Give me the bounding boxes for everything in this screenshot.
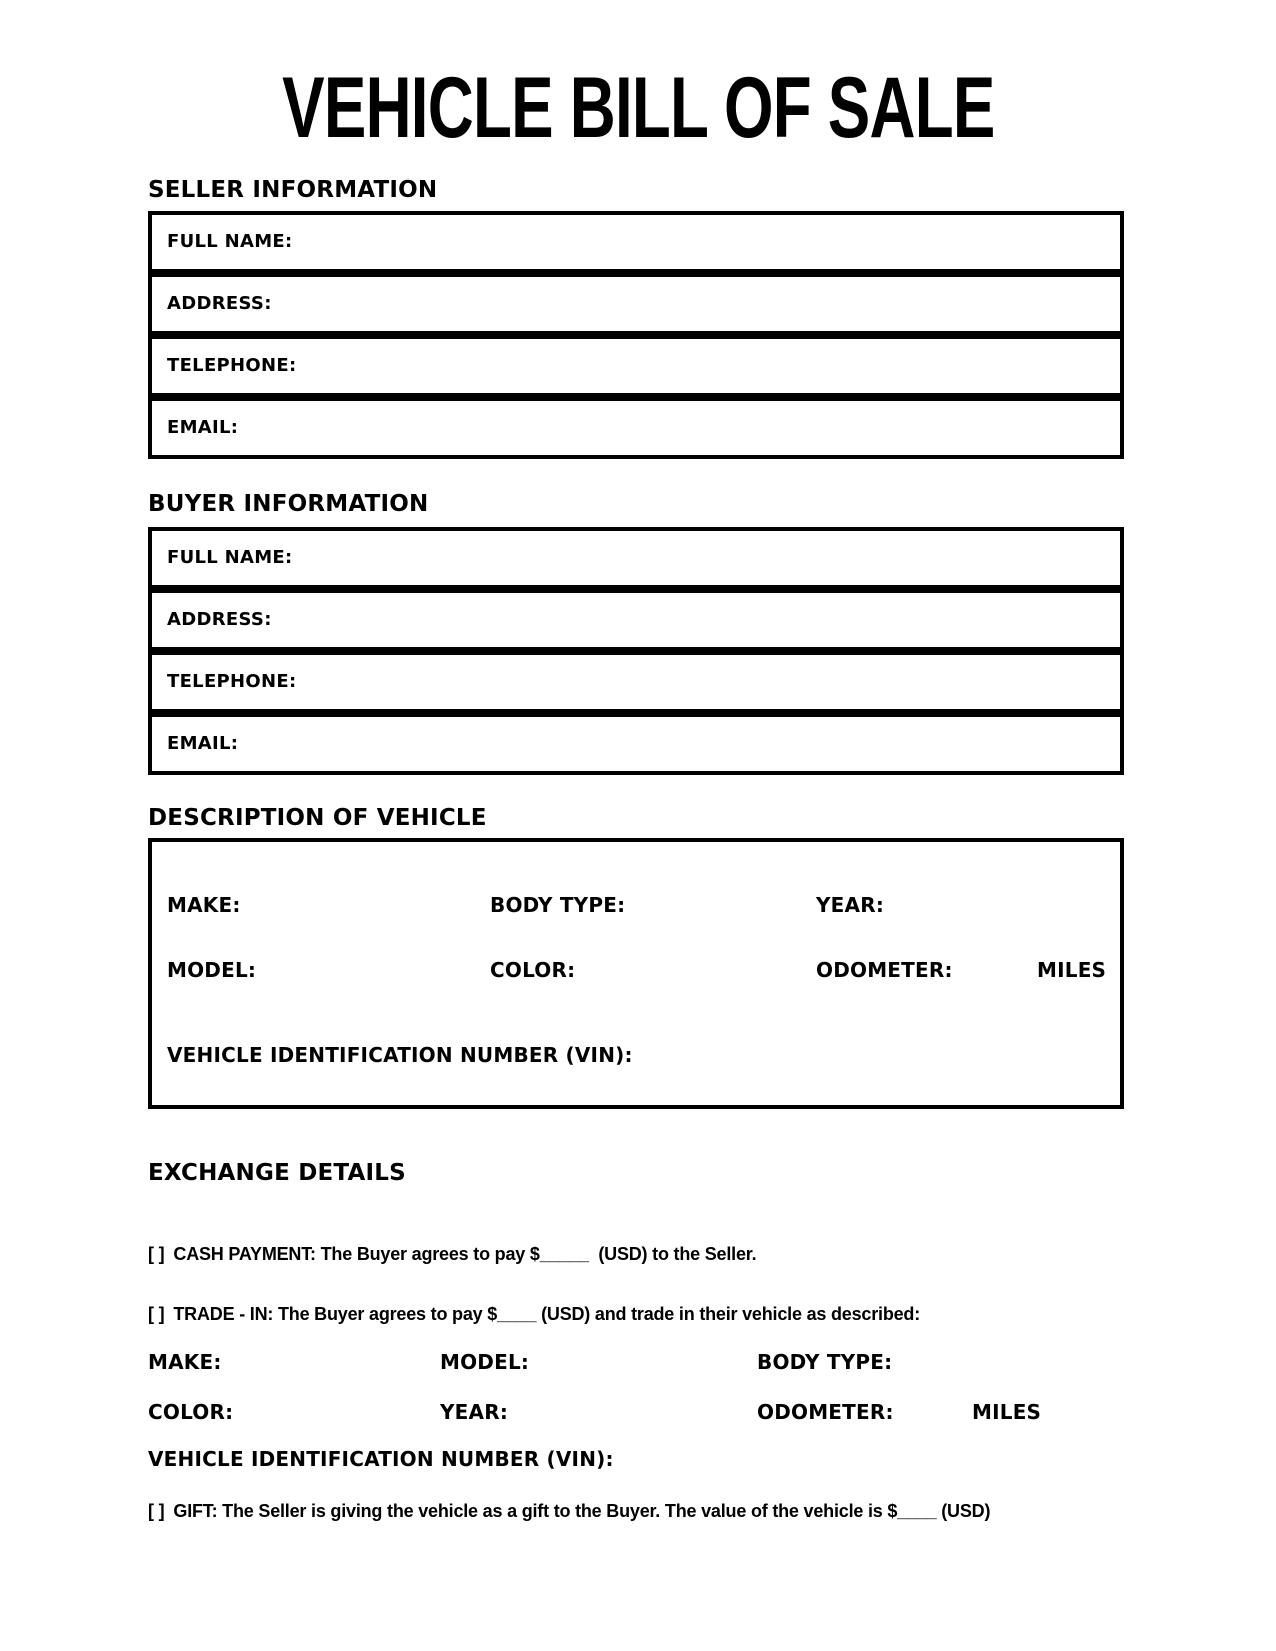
seller-section-heading: SELLER INFORMATION: [148, 177, 438, 203]
trade-in-line: [148, 1302, 920, 1326]
vehicle-year-label: YEAR:: [816, 893, 885, 917]
seller-full-name-row[interactable]: [148, 211, 1124, 273]
seller-address-row[interactable]: [148, 273, 1124, 335]
trade-vin-label: VEHICLE IDENTIFICATION NUMBER (VIN):: [148, 1447, 614, 1471]
vehicle-description-box[interactable]: [148, 838, 1124, 1109]
trade-in-row-1[interactable]: [148, 1350, 1188, 1374]
seller-email-row[interactable]: [148, 397, 1124, 459]
page-title-wrap: [0, 60, 1276, 156]
vehicle-model-label: MODEL:: [167, 958, 257, 982]
buyer-full-name-row[interactable]: [148, 527, 1124, 589]
vehicle-odometer-label: ODOMETER:: [816, 958, 953, 982]
trade-miles-label: MILES: [972, 1400, 1042, 1424]
vehicle-miles-label: MILES: [1037, 958, 1107, 982]
vehicle-make-label: MAKE:: [167, 893, 241, 917]
seller-full-name-label: FULL NAME:: [167, 231, 293, 252]
trade-model-label: MODEL:: [440, 1350, 530, 1374]
vehicle-section-heading: DESCRIPTION OF VEHICLE: [148, 805, 487, 831]
gift-text: GIFT: The Seller is giving the vehicle as a gift to the Buyer. The value of the vehicle is $____ (USD): [173, 1501, 991, 1521]
trade-make-label: MAKE:: [148, 1350, 222, 1374]
buyer-full-name-label: FULL NAME:: [167, 547, 293, 568]
trade-in-text: TRADE - IN: The Buyer agrees to pay $____ (USD) and trade in their vehicle as described:: [173, 1304, 921, 1324]
buyer-section-heading: BUYER INFORMATION: [148, 491, 429, 517]
vehicle-color-label: COLOR:: [490, 958, 576, 982]
buyer-telephone-label: TELEPHONE:: [167, 671, 297, 692]
trade-year-label: YEAR:: [440, 1400, 509, 1424]
seller-telephone-row[interactable]: [148, 335, 1124, 397]
buyer-email-label: EMAIL:: [167, 733, 239, 754]
vehicle-body-type-label: BODY TYPE:: [490, 893, 626, 917]
seller-fields-box: [148, 211, 1124, 459]
buyer-email-row[interactable]: [148, 713, 1124, 775]
trade-color-label: COLOR:: [148, 1400, 234, 1424]
buyer-address-row[interactable]: [148, 589, 1124, 651]
trade-in-checkbox[interactable]: [ ]: [148, 1304, 165, 1324]
cash-payment-text: CASH PAYMENT: The Buyer agrees to pay $_____ (USD) to the Seller.: [173, 1244, 757, 1264]
gift-line: [148, 1499, 990, 1523]
trade-body-type-label: BODY TYPE:: [757, 1350, 893, 1374]
cash-payment-checkbox[interactable]: [ ]: [148, 1244, 165, 1264]
buyer-telephone-row[interactable]: [148, 651, 1124, 713]
trade-odometer-label: ODOMETER:: [757, 1400, 894, 1424]
trade-vin-row[interactable]: [148, 1447, 1188, 1471]
trade-in-row-2[interactable]: [148, 1400, 1188, 1424]
gift-checkbox[interactable]: [ ]: [148, 1501, 165, 1521]
vehicle-vin-label: VEHICLE IDENTIFICATION NUMBER (VIN):: [167, 1043, 633, 1067]
seller-address-label: ADDRESS:: [167, 293, 272, 314]
buyer-address-label: ADDRESS:: [167, 609, 272, 630]
buyer-fields-box: [148, 527, 1124, 775]
cash-payment-line: [148, 1242, 756, 1266]
seller-email-label: EMAIL:: [167, 417, 239, 438]
seller-telephone-label: TELEPHONE:: [167, 355, 297, 376]
page-title: VEHICLE BILL OF SALE: [281, 60, 995, 156]
exchange-section-heading: EXCHANGE DETAILS: [148, 1160, 406, 1186]
